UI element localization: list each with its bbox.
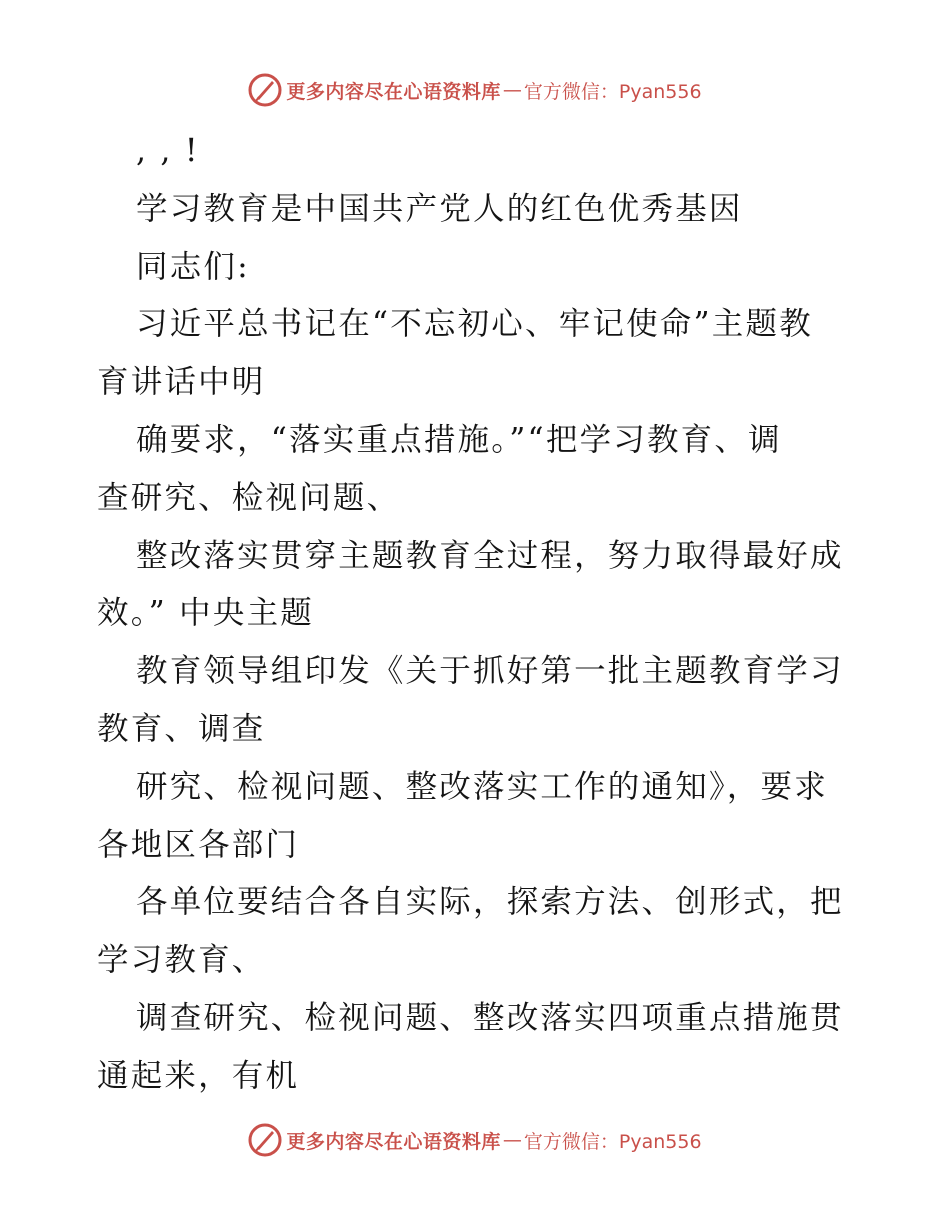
watermark-wechat-text: 官方微信：Pyan556 — [523, 1130, 702, 1153]
text-line: 习近平总书记在“不忘初心、牢记使命”主题教 — [136, 306, 813, 343]
salutation: 同志们: — [136, 248, 250, 285]
document-title: 学习教育是中国共产党人的红色优秀基因 — [136, 190, 743, 227]
document-body — [97, 123, 855, 1106]
text-line: 各地区各部门 — [97, 826, 300, 863]
text-line: , , ! — [136, 133, 200, 169]
text-line: 效。” 中央主题 — [97, 595, 314, 632]
text-line: 整改落实贯穿主题教育全过程，努力取得最好成 — [136, 537, 844, 574]
text-line: 调查研究、检视问题、整改落实四项重点措施贯 — [136, 999, 844, 1036]
text-line: 育讲话中明 — [97, 364, 266, 401]
text-line: 查研究、检视问题、 — [97, 479, 401, 516]
watermark-site-text: 更多内容尽在心语资料库 — [286, 80, 501, 103]
watermark-site-text: 更多内容尽在心语资料库 — [286, 1130, 501, 1153]
text-line: 教育、调查 — [97, 710, 266, 747]
quill-logo-icon — [248, 73, 282, 107]
text-line: 确要求，“落实重点措施。”“把学习教育、调 — [136, 421, 782, 458]
footer-watermark — [0, 1120, 950, 1160]
text-line: 通起来，有机 — [97, 1057, 300, 1094]
watermark-wechat-text: 官方微信：Pyan556 — [523, 80, 702, 103]
text-line: 学习教育、 — [97, 942, 266, 979]
text-line: 教育领导组印发《关于抓好第一批主题教育学习 — [136, 653, 844, 690]
watermark-separator: — — [502, 79, 522, 101]
text-line: 研究、检视问题、整改落实工作的通知》，要求 — [136, 768, 828, 805]
quill-logo-icon — [248, 1123, 282, 1157]
header-watermark — [0, 70, 950, 110]
watermark-separator: — — [502, 1129, 522, 1151]
text-line: 各单位要结合各自实际，探索方法、创形式，把 — [136, 884, 844, 921]
